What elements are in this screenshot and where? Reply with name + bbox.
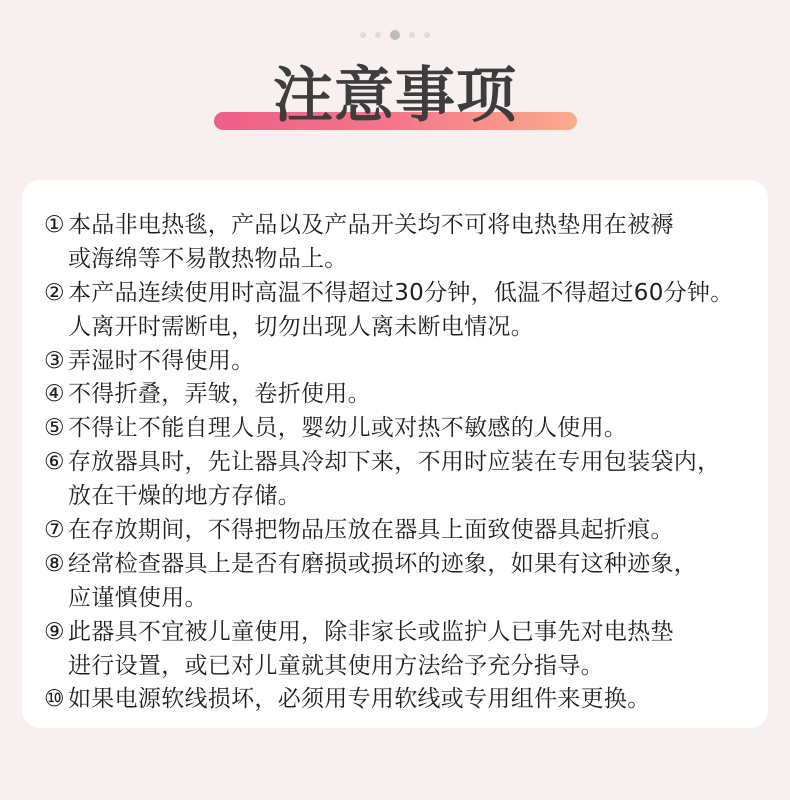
notice-text [68, 683, 768, 717]
notice-text [68, 446, 768, 514]
notice-line: 经常检查器具上是否有磨损或损坏的迹象，如果有这种迹象， [68, 550, 698, 577]
notice-number: ④ [44, 381, 65, 408]
notice-number: ⑩ [44, 686, 65, 713]
notice-text [68, 548, 768, 616]
notice-line: 如果电源软线损坏，必须用专用软线或专用组件来更换。 [68, 686, 651, 713]
notice-item [44, 616, 768, 684]
notice-item [44, 446, 768, 514]
notice-line: 存放器具时，先让器具冷却下来，不用时应装在专用包装袋内， [68, 449, 721, 476]
notice-item [44, 683, 768, 717]
notice-text [68, 616, 768, 684]
notice-line: 本品非电热毯，产品以及产品开关均不可将电热垫用在被褥 [68, 212, 674, 238]
notice-item [44, 514, 768, 548]
notice-text [68, 378, 768, 412]
notice-line: 人离开时需断电，切勿出现人离未断电情况。 [68, 313, 534, 340]
notice-line: 本产品连续使用时高温不得超过30分钟，低温不得超过60分钟。 [68, 279, 734, 306]
notice-line: 或海绵等不易散热物品上。 [68, 245, 348, 272]
notice-text [68, 277, 768, 345]
notice-text [68, 514, 768, 548]
notice-item [44, 412, 768, 446]
notice-number: ⑤ [44, 415, 65, 442]
page-title: 注意事项 [273, 61, 517, 131]
notice-item [44, 345, 768, 379]
notice-line: 弄湿时不得使用。 [68, 347, 255, 374]
title-section [0, 0, 790, 150]
notice-number: ② [44, 279, 65, 306]
notice-line: 不得折叠，弄皱，卷折使用。 [68, 381, 371, 408]
notice-line: 此器具不宜被儿童使用，除非家长或监护人已事先对电热垫 [68, 618, 674, 645]
notice-card [22, 180, 768, 728]
notice-item [44, 209, 768, 277]
notice-line: 进行设置，或已对儿童就其使用方法给予充分指导。 [68, 652, 604, 679]
notice-line: 不得让不能自理人员，婴幼儿或对热不敏感的人使用。 [68, 415, 628, 442]
notice-text [68, 209, 768, 277]
notice-number: ⑨ [44, 618, 65, 645]
notice-item [44, 277, 768, 345]
notice-item [44, 378, 768, 412]
notice-number: ⑦ [44, 517, 65, 544]
notice-number: ① [44, 212, 65, 238]
notice-text [68, 345, 768, 379]
notice-line: 放在干燥的地方存储。 [68, 483, 301, 510]
notice-line: 应谨慎使用。 [68, 584, 208, 611]
notice-text [68, 412, 768, 446]
notice-number: ⑧ [44, 550, 65, 577]
notice-number: ③ [44, 347, 65, 374]
notice-number: ⑥ [44, 449, 65, 476]
notice-item [44, 548, 768, 616]
notice-line: 在存放期间，不得把物品压放在器具上面致使器具起折痕。 [68, 517, 674, 544]
